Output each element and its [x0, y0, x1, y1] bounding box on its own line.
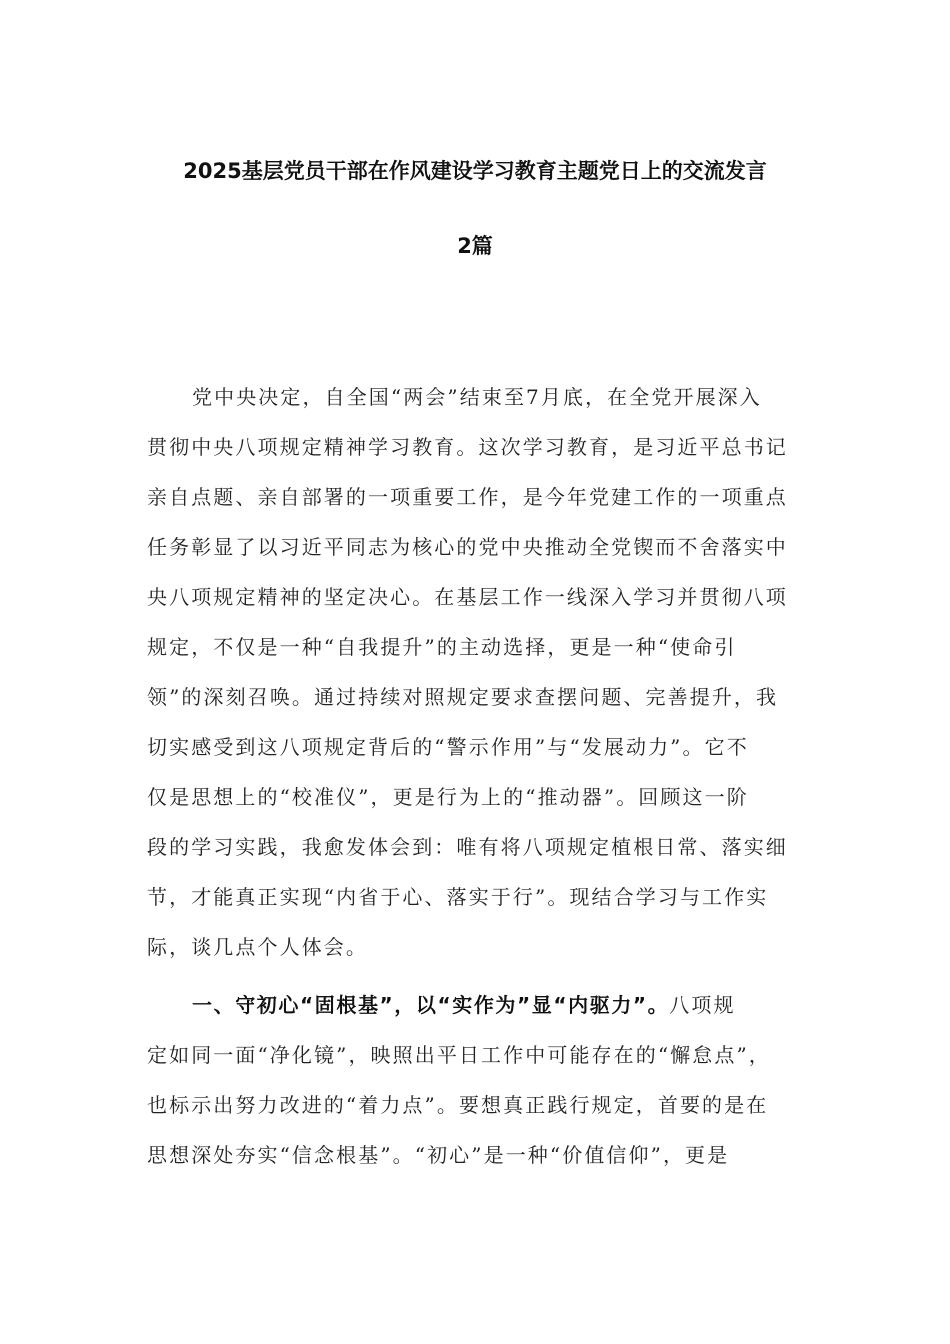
paragraph-line: 际，谈几点个人体会。: [147, 935, 368, 959]
paragraph-line: 党中央决定，自全国“两会”结束至7月底，在全党开展深入: [192, 385, 762, 409]
paragraph-line: [147, 980, 807, 1030]
paragraph-text-run: 八项规: [669, 993, 736, 1017]
paragraph-intro: [147, 372, 807, 972]
paragraph-line: 切实感受到这八项规定背后的“警示作用”与“发展动力”。它不: [147, 735, 749, 759]
document-title-line-1: 2025基层党员干部在作风建设学习教育主题党日上的交流发言: [183, 159, 767, 183]
paragraph-line: 领”的深刻召唤。通过持续对照规定要求查摆问题、完善提升，我: [147, 685, 779, 709]
paragraph-line: 段的学习实践，我愈发体会到：唯有将八项规定植根日常、落实细: [147, 835, 788, 859]
paragraph-line: 贯彻中央八项规定精神学习教育。这次学习教育，是习近平总书记: [147, 435, 788, 459]
paragraph-line: 定如同一面“净化镜”，映照出平日工作中可能存在的“懈怠点”，: [147, 1043, 771, 1067]
paragraph-line: 节，才能真正实现“内省于心、落实于行”。现结合学习与工作实: [147, 885, 769, 909]
paragraph-line: 亲自点题、亲自部署的一项重要工作，是今年党建工作的一项重点: [147, 485, 788, 509]
paragraph-line: 任务彰显了以习近平同志为核心的党中央推动全党锲而不舍落实中: [147, 535, 788, 559]
document-title-line-2: 2篇: [457, 234, 493, 258]
paragraph-line: 也标示出努力改进的“着力点”。要想真正践行规定，首要的是在: [147, 1093, 769, 1117]
paragraph-line: 规定，不仅是一种“自我提升”的主动选择，更是一种“使命引: [147, 635, 737, 659]
paragraph-line: 仅是思想上的“校准仪”，更是行为上的“推动器”。回顾这一阶: [147, 785, 749, 809]
paragraph-line: 央八项规定精神的坚定决心。在基层工作一线深入学习并贯彻八项: [147, 585, 788, 609]
section-heading: 一、守初心“固根基”，以“实作为”显“内驱力”。: [192, 993, 670, 1017]
paragraph-line: 思想深处夯实“信念根基”。“初心”是一种“价值信仰”，更是: [147, 1143, 730, 1167]
paragraph-section-one: [147, 980, 807, 1180]
